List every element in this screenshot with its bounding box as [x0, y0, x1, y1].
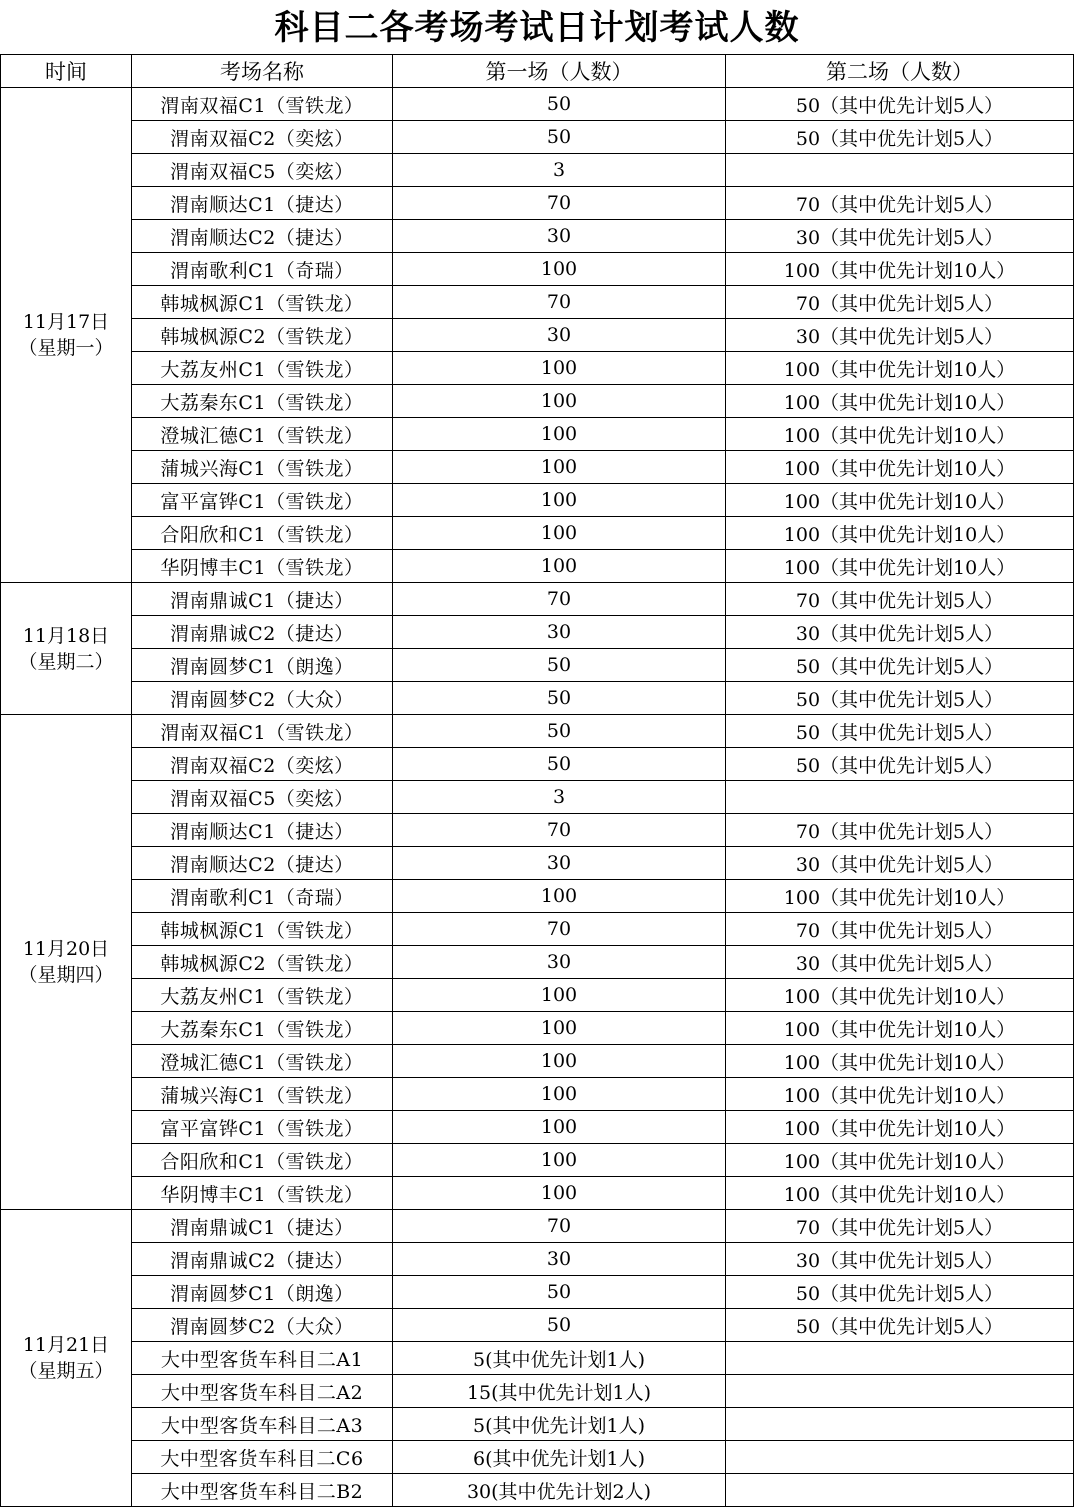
- table-row: [1, 1045, 1074, 1078]
- table-row: [1, 1243, 1074, 1276]
- second-session-cell: 50（其中优先计划5人）: [726, 649, 1074, 682]
- table-row: [1, 847, 1074, 880]
- header-row: [1, 55, 1074, 88]
- first-session-cell: 5(其中优先计划1人): [393, 1408, 726, 1441]
- second-session-cell: 100（其中优先计划10人）: [726, 1144, 1074, 1177]
- second-session-cell: 100（其中优先计划10人）: [726, 1012, 1074, 1045]
- first-session-cell: 6(其中优先计划1人): [393, 1441, 726, 1474]
- date-cell: [1, 715, 132, 1210]
- site-name-cell: 渭南双福C1（雪铁龙）: [132, 88, 393, 121]
- site-name-cell: 渭南圆梦C2（大众）: [132, 1309, 393, 1342]
- first-session-cell: 100: [393, 352, 726, 385]
- site-name-cell: 渭南歌利C1（奇瑞）: [132, 880, 393, 913]
- site-name-cell: 渭南圆梦C2（大众）: [132, 682, 393, 715]
- table-row: [1, 649, 1074, 682]
- site-name-cell: 大荔友州C1（雪铁龙）: [132, 352, 393, 385]
- table-row: [1, 451, 1074, 484]
- table-row: [1, 253, 1074, 286]
- second-session-cell: 50（其中优先计划5人）: [726, 748, 1074, 781]
- site-name-cell: 渭南双福C5（奕炫）: [132, 154, 393, 187]
- weekday-label: （星期四）: [18, 964, 114, 986]
- second-session-cell: 30（其中优先计划5人）: [726, 847, 1074, 880]
- site-name-cell: 渭南圆梦C1（朗逸）: [132, 1276, 393, 1309]
- first-session-cell: 50: [393, 715, 726, 748]
- first-session-cell: 50: [393, 682, 726, 715]
- table-row: [1, 154, 1074, 187]
- header-time: 时间: [1, 55, 132, 88]
- site-name-cell: 澄城汇德C1（雪铁龙）: [132, 1045, 393, 1078]
- site-name-cell: 蒲城兴海C1（雪铁龙）: [132, 451, 393, 484]
- table-row: [1, 979, 1074, 1012]
- second-session-cell: 70（其中优先计划5人）: [726, 1210, 1074, 1243]
- first-session-cell: 30(其中优先计划2人): [393, 1474, 726, 1507]
- second-session-cell: 100（其中优先计划10人）: [726, 253, 1074, 286]
- second-session-cell: 50（其中优先计划5人）: [726, 715, 1074, 748]
- table-row: [1, 913, 1074, 946]
- site-name-cell: 韩城枫源C1（雪铁龙）: [132, 286, 393, 319]
- second-session-cell: 100（其中优先计划10人）: [726, 1111, 1074, 1144]
- site-name-cell: 渭南双福C1（雪铁龙）: [132, 715, 393, 748]
- second-session-cell: 50（其中优先计划5人）: [726, 121, 1074, 154]
- table-row: [1, 682, 1074, 715]
- table-row: [1, 319, 1074, 352]
- first-session-cell: 50: [393, 1276, 726, 1309]
- first-session-cell: 100: [393, 1078, 726, 1111]
- site-name-cell: 渭南顺达C2（捷达）: [132, 847, 393, 880]
- second-session-cell: 100（其中优先计划10人）: [726, 517, 1074, 550]
- second-session-cell: 100（其中优先计划10人）: [726, 418, 1074, 451]
- second-session-cell: 70（其中优先计划5人）: [726, 814, 1074, 847]
- table-row: [1, 616, 1074, 649]
- site-name-cell: 韩城枫源C2（雪铁龙）: [132, 319, 393, 352]
- first-session-cell: 50: [393, 88, 726, 121]
- first-session-cell: 3: [393, 154, 726, 187]
- table-row: [1, 715, 1074, 748]
- first-session-cell: 100: [393, 1177, 726, 1210]
- date-cell: [1, 1210, 132, 1507]
- first-session-cell: 100: [393, 418, 726, 451]
- second-session-cell: 30（其中优先计划5人）: [726, 946, 1074, 979]
- first-session-cell: 100: [393, 451, 726, 484]
- site-name-cell: 大荔秦东C1（雪铁龙）: [132, 1012, 393, 1045]
- site-name-cell: 富平富铧C1（雪铁龙）: [132, 1111, 393, 1144]
- site-name-cell: 大中型客货车科目二C6: [132, 1441, 393, 1474]
- second-session-cell: 30（其中优先计划5人）: [726, 319, 1074, 352]
- table-row: [1, 352, 1074, 385]
- second-session-cell: [726, 1375, 1074, 1408]
- first-session-cell: 30: [393, 847, 726, 880]
- table-row: [1, 1474, 1074, 1507]
- site-name-cell: 大荔秦东C1（雪铁龙）: [132, 385, 393, 418]
- table-row: [1, 121, 1074, 154]
- site-name-cell: 韩城枫源C2（雪铁龙）: [132, 946, 393, 979]
- second-session-cell: 100（其中优先计划10人）: [726, 1078, 1074, 1111]
- second-session-cell: [726, 154, 1074, 187]
- first-session-cell: 100: [393, 1045, 726, 1078]
- weekday-label: （星期五）: [18, 1360, 114, 1382]
- first-session-cell: 100: [393, 517, 726, 550]
- header-site: 考场名称: [132, 55, 393, 88]
- site-name-cell: 华阴博丰C1（雪铁龙）: [132, 1177, 393, 1210]
- site-name-cell: 大中型客货车科目二A3: [132, 1408, 393, 1441]
- table-row: [1, 550, 1074, 583]
- second-session-cell: 100（其中优先计划10人）: [726, 880, 1074, 913]
- site-name-cell: 渭南双福C5（奕炫）: [132, 781, 393, 814]
- table-row: [1, 1078, 1074, 1111]
- table-row: [1, 1408, 1074, 1441]
- table-row: [1, 1375, 1074, 1408]
- site-name-cell: 韩城枫源C1（雪铁龙）: [132, 913, 393, 946]
- first-session-cell: 100: [393, 1111, 726, 1144]
- second-session-cell: 50（其中优先计划5人）: [726, 1276, 1074, 1309]
- weekday-label: （星期一）: [18, 337, 114, 359]
- second-session-cell: 30（其中优先计划5人）: [726, 220, 1074, 253]
- first-session-cell: 30: [393, 319, 726, 352]
- date-label: 11月18日: [22, 624, 110, 647]
- first-session-cell: 100: [393, 385, 726, 418]
- date-label: 11月21日: [22, 1334, 110, 1356]
- second-session-cell: 100（其中优先计划10人）: [726, 451, 1074, 484]
- first-session-cell: 30: [393, 616, 726, 649]
- table-row: [1, 418, 1074, 451]
- first-session-cell: 100: [393, 1012, 726, 1045]
- table-row: [1, 1177, 1074, 1210]
- first-session-cell: 100: [393, 550, 726, 583]
- first-session-cell: 100: [393, 484, 726, 517]
- first-session-cell: 70: [393, 1210, 726, 1243]
- first-session-cell: 100: [393, 880, 726, 913]
- first-session-cell: 100: [393, 1144, 726, 1177]
- header-second-session: 第二场（人数）: [726, 55, 1074, 88]
- first-session-cell: 30: [393, 946, 726, 979]
- second-session-cell: 100（其中优先计划10人）: [726, 1045, 1074, 1078]
- second-session-cell: 100（其中优先计划10人）: [726, 352, 1074, 385]
- second-session-cell: [726, 1408, 1074, 1441]
- first-session-cell: 70: [393, 187, 726, 220]
- first-session-cell: 15(其中优先计划1人): [393, 1375, 726, 1408]
- table-row: [1, 946, 1074, 979]
- second-session-cell: 100（其中优先计划10人）: [726, 550, 1074, 583]
- site-name-cell: 合阳欣和C1（雪铁龙）: [132, 1144, 393, 1177]
- site-name-cell: 富平富铧C1（雪铁龙）: [132, 484, 393, 517]
- table-row: [1, 1210, 1074, 1243]
- date-cell: [1, 583, 132, 715]
- first-session-cell: 3: [393, 781, 726, 814]
- second-session-cell: 30（其中优先计划5人）: [726, 1243, 1074, 1276]
- table-row: [1, 1342, 1074, 1375]
- site-name-cell: 澄城汇德C1（雪铁龙）: [132, 418, 393, 451]
- site-name-cell: 渭南鼎诚C2（捷达）: [132, 616, 393, 649]
- first-session-cell: 50: [393, 1309, 726, 1342]
- second-session-cell: 100（其中优先计划10人）: [726, 484, 1074, 517]
- site-name-cell: 渭南鼎诚C1（捷达）: [132, 583, 393, 616]
- table-row: [1, 781, 1074, 814]
- second-session-cell: 70（其中优先计划5人）: [726, 583, 1074, 616]
- second-session-cell: [726, 781, 1074, 814]
- table-row: [1, 286, 1074, 319]
- second-session-cell: 100（其中优先计划10人）: [726, 1177, 1074, 1210]
- table-row: [1, 1144, 1074, 1177]
- first-session-cell: 50: [393, 748, 726, 781]
- second-session-cell: 70（其中优先计划5人）: [726, 286, 1074, 319]
- second-session-cell: 100（其中优先计划10人）: [726, 385, 1074, 418]
- first-session-cell: 70: [393, 583, 726, 616]
- second-session-cell: 100（其中优先计划10人）: [726, 979, 1074, 1012]
- first-session-cell: 100: [393, 253, 726, 286]
- date-label: 11月20日: [22, 938, 110, 960]
- table-row: [1, 88, 1074, 121]
- site-name-cell: 合阳欣和C1（雪铁龙）: [132, 517, 393, 550]
- second-session-cell: [726, 1474, 1074, 1507]
- first-session-cell: 70: [393, 814, 726, 847]
- first-session-cell: 100: [393, 979, 726, 1012]
- site-name-cell: 渭南歌利C1（奇瑞）: [132, 253, 393, 286]
- first-session-cell: 30: [393, 220, 726, 253]
- site-name-cell: 渭南顺达C2（捷达）: [132, 220, 393, 253]
- table-row: [1, 814, 1074, 847]
- site-name-cell: 大中型客货车科目二A2: [132, 1375, 393, 1408]
- table-row: [1, 1441, 1074, 1474]
- site-name-cell: 渭南双福C2（奕炫）: [132, 748, 393, 781]
- site-name-cell: 渭南鼎诚C1（捷达）: [132, 1210, 393, 1243]
- site-name-cell: 华阴博丰C1（雪铁龙）: [132, 550, 393, 583]
- first-session-cell: 50: [393, 649, 726, 682]
- second-session-cell: [726, 1342, 1074, 1375]
- table-row: [1, 1276, 1074, 1309]
- first-session-cell: 70: [393, 286, 726, 319]
- date-cell: [1, 88, 132, 583]
- page-title: 科目二各考场考试日计划考试人数: [274, 8, 800, 48]
- date-label: 11月17日: [22, 311, 110, 333]
- second-session-cell: [726, 1441, 1074, 1474]
- site-name-cell: 渭南鼎诚C2（捷达）: [132, 1243, 393, 1276]
- table-row: [1, 1111, 1074, 1144]
- table-row: [1, 748, 1074, 781]
- second-session-cell: 50（其中优先计划5人）: [726, 682, 1074, 715]
- table-row: [1, 583, 1074, 616]
- site-name-cell: 渭南双福C2（奕炫）: [132, 121, 393, 154]
- second-session-cell: 70（其中优先计划5人）: [726, 913, 1074, 946]
- table-row: [1, 220, 1074, 253]
- site-name-cell: 大荔友州C1（雪铁龙）: [132, 979, 393, 1012]
- header-first-session: 第一场（人数）: [393, 55, 726, 88]
- site-name-cell: 大中型客货车科目二A1: [132, 1342, 393, 1375]
- weekday-label: （星期二）: [18, 650, 114, 673]
- first-session-cell: 50: [393, 121, 726, 154]
- table-row: [1, 880, 1074, 913]
- site-name-cell: 蒲城兴海C1（雪铁龙）: [132, 1078, 393, 1111]
- site-name-cell: 渭南顺达C1（捷达）: [132, 187, 393, 220]
- site-name-cell: 渭南圆梦C1（朗逸）: [132, 649, 393, 682]
- table-row: [1, 1309, 1074, 1342]
- table-row: [1, 484, 1074, 517]
- table-row: [1, 187, 1074, 220]
- second-session-cell: 50（其中优先计划5人）: [726, 1309, 1074, 1342]
- first-session-cell: 5(其中优先计划1人): [393, 1342, 726, 1375]
- second-session-cell: 70（其中优先计划5人）: [726, 187, 1074, 220]
- table-row: [1, 385, 1074, 418]
- second-session-cell: 50（其中优先计划5人）: [726, 88, 1074, 121]
- exam-schedule-table: [0, 54, 1074, 1507]
- table-row: [1, 1012, 1074, 1045]
- site-name-cell: 渭南顺达C1（捷达）: [132, 814, 393, 847]
- first-session-cell: 30: [393, 1243, 726, 1276]
- site-name-cell: 大中型客货车科目二B2: [132, 1474, 393, 1507]
- first-session-cell: 70: [393, 913, 726, 946]
- table-row: [1, 517, 1074, 550]
- table-body: [1, 88, 1074, 1507]
- second-session-cell: 30（其中优先计划5人）: [726, 616, 1074, 649]
